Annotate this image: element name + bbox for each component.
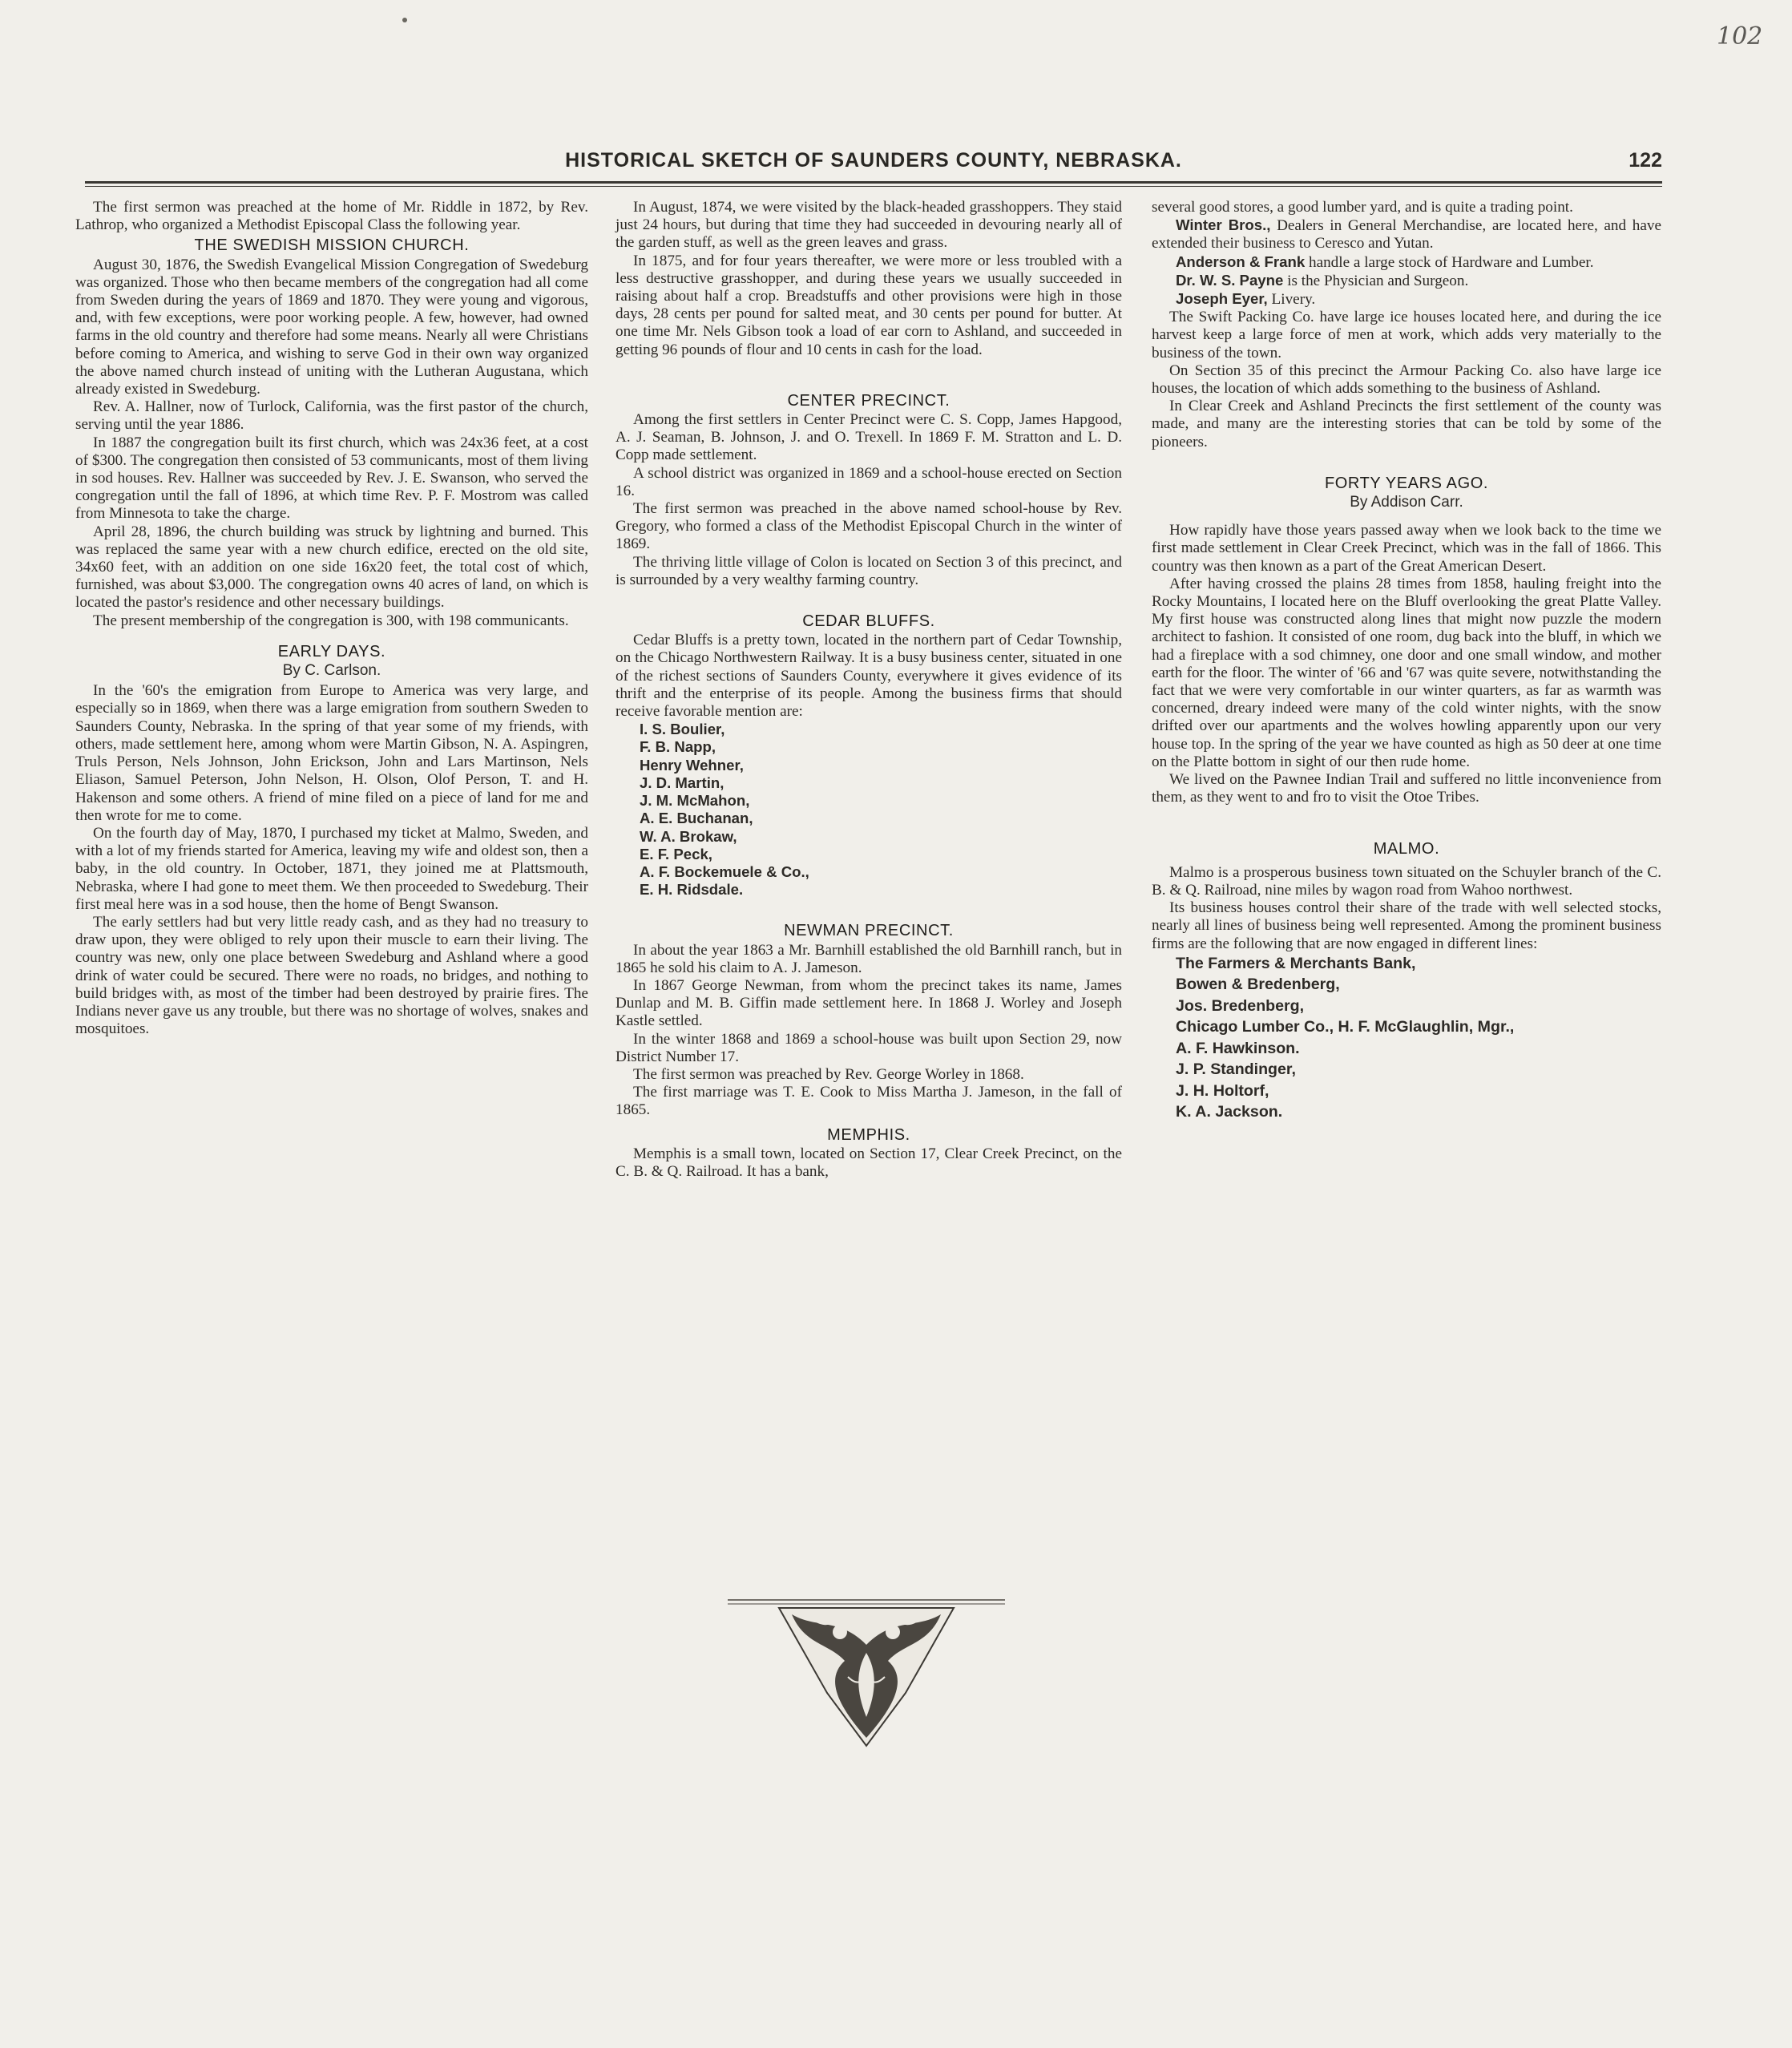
paragraph: The first sermon was preached at the home of Mr. Riddle in 1872, by Rev. Lathrop, who organized a Methodist Episcopal Class the following year.	[75, 199, 588, 234]
paragraph: The early settlers had but very little ready cash, and as they had no treasury to draw upon, they were obliged to rely upon their muscle to earn their living. The country was new, only one place between Swedeburg and Ashland where a good drink of water could be secured. There were no roads, no bridges, and nothing to build bridges with, as most of the timber had been destroyed by prairie fires. The Indians never gave us any trouble, but there was no shortage of wolves, snakes and mosquitoes.	[75, 913, 588, 1038]
column-3	[1152, 199, 1661, 1123]
paragraph: several good stores, a good lumber yard, and is quite a trading point.	[1152, 199, 1573, 216]
paragraph: We lived on the Pawnee Indian Trail and suffered no little inconvenience from them, as they went to and fro to visit the Otoe Tribes.	[1152, 771, 1661, 806]
byline: By Addison Carr.	[1350, 494, 1463, 511]
firm-list-item: J. H. Holtorf,	[1176, 1081, 1269, 1100]
spacer	[1152, 807, 1661, 838]
firm-list-item: E. H. Ridsdale.	[640, 881, 744, 899]
paragraph: April 28, 1896, the church building was struck by lightning and burned. This was replaced the same year with a new church edifice, erected on the old site, 34x60 feet, with an addition on one side 16x20 feet, the total cost of which, furnished, was about $3,000. The congregation owns 40 acres of land, on which is located the pastor's residence and other necessary buildings.	[75, 523, 588, 612]
paragraph: How rapidly have those years passed away when we look back to the time we first made settlement in Clear Creek Precinct, which was in the fall of 1866. This country was then known as a part of the Great American Desert.	[1152, 522, 1661, 575]
section-heading-swedish-mission: THE SWEDISH MISSION CHURCH.	[194, 236, 470, 255]
paragraph: A school district was organized in 1869 and a school-house erected on Section 16.	[615, 464, 1122, 499]
firm-list-item: Bowen & Bredenberg,	[1176, 976, 1340, 994]
firm-list-item: A. E. Buchanan,	[640, 810, 753, 827]
firm-list-item: A. F. Hawkinson.	[1176, 1039, 1300, 1057]
paragraph: Malmo is a prosperous business town situated on the Schuyler branch of the C. B. & Q. Railroad, nine miles by wagon road from Wahoo northwest.	[1152, 863, 1661, 899]
firm-name: Anderson & Frank	[1176, 252, 1306, 270]
firm-description: Dealers in General Merchandise, are located here, and have extended their business to Ceresco and Yutan.	[1152, 217, 1661, 252]
firm-list-item: J. M. McMahon,	[640, 792, 750, 810]
paragraph: On Section 35 of this precinct the Armour Packing Co. also have large ice houses, the location of which adds something to the business of Ashland.	[1152, 362, 1661, 398]
paragraph: In about the year 1863 a Mr. Barnhill established the old Barnhill ranch, but in 1865 he sold his claim to A. J. Jameson.	[615, 941, 1122, 976]
header-rule-thin	[85, 186, 1662, 187]
firm-list-item: A. F. Bockemuele & Co.,	[640, 862, 809, 880]
firm-description: handle a large stock of Hardware and Lumber.	[1305, 253, 1594, 271]
business-entry	[1152, 272, 1661, 290]
firm-list-item: W. A. Brokaw,	[640, 827, 737, 845]
paragraph: The thriving little village of Colon is located on Section 3 of this precinct, and is surrounded by a very wealthy farming country.	[615, 553, 1122, 588]
section-heading-memphis: MEMPHIS.	[827, 1125, 910, 1144]
spacer	[1152, 514, 1661, 522]
section-heading-forty-years-ago: FORTY YEARS AGO.	[1324, 474, 1489, 492]
business-entry	[1152, 290, 1661, 309]
paragraph: The first marriage was T. E. Cook to Miss Martha J. Jameson, in the fall of 1865.	[615, 1084, 1122, 1119]
paragraph: The Swift Packing Co. have large ice houses located here, and during the ice harvest keep a large force of men at work, which adds very materially to the business of the town.	[1152, 309, 1661, 362]
business-entry	[1152, 216, 1661, 252]
page-number: 122	[1629, 149, 1662, 172]
firm-list-item: J. P. Standinger,	[1176, 1060, 1296, 1079]
paragraph: Cedar Bluffs is a pretty town, located in the northern part of Cedar Township, on the Chicago Northwestern Railway. It is a busy business center, situated in one of the richest sections of Saunders County, everywhere it gives evidence of its thrift and the enterprise of its people. Among the business firms that should receive favorable mention are:	[615, 632, 1122, 721]
ink-speck	[402, 18, 407, 22]
firm-description: Livery.	[1267, 291, 1316, 309]
firm-list-item: Jos. Bredenberg,	[1176, 996, 1305, 1015]
paragraph: Rev. A. Hallner, now of Turlock, California, was the first pastor of the church, serving until the year 1886.	[75, 398, 588, 434]
paragraph: In Clear Creek and Ashland Precincts the first settlement of the county was made, and many are the interesting stories that can be told by some of the pioneers.	[1152, 398, 1661, 450]
column-1	[75, 199, 588, 1038]
spacer	[615, 899, 1122, 919]
page-title: HISTORICAL SKETCH OF SAUNDERS COUNTY, NEBRASKA.	[565, 149, 1182, 172]
column-2	[615, 199, 1122, 1181]
firm-list-item: E. F. Peck,	[640, 845, 712, 862]
paragraph: In 1867 George Newman, from whom the precinct takes its name, James Dunlap and M. B. Giffin made settlement here. In 1868 J. Worley and Joseph Kastle settled.	[615, 976, 1122, 1030]
paragraph: The first sermon was preached in the above named school-house by Rev. Gregory, who formed a class of the Methodist Episcopal Church in the winter of 1869.	[615, 500, 1122, 553]
firm-list-item: I. S. Boulier,	[640, 721, 725, 738]
page-header	[85, 149, 1662, 178]
paragraph: In August, 1874, we were visited by the black-headed grasshoppers. They staid just 24 hours, but during that time they had succeeded in devouring nearly all of the garden stuff, as well as the green leaves and grass.	[615, 199, 1122, 252]
paragraph: In the winter 1868 and 1869 a school-house was built upon Section 29, now District Number 17.	[615, 1030, 1122, 1065]
spacer	[615, 359, 1122, 390]
firm-list-item: J. D. Martin,	[640, 774, 724, 791]
section-heading-early-days: EARLY DAYS.	[277, 642, 386, 660]
firm-list-item: The Farmers & Merchants Bank,	[1176, 954, 1416, 972]
firm-name: Joseph Eyer,	[1176, 290, 1268, 308]
paragraph: In 1875, and for four years thereafter, we were more or less troubled with a less destructive grasshopper, and during these years we usually succeeded in raising about half a crop. Breadstuffs and other provisions were high in those days, 28 cents per pound for salted meat, and 30 cents per pound for butter. At one time Mr. Nels Gibson took a load of ear corn to Ashland, and succeeded in getting 96 pounds of flour and 10 cents in cash for the load.	[615, 252, 1122, 358]
section-heading-center-precinct: CENTER PRECINCT.	[787, 391, 950, 410]
section-heading-malmo: MALMO.	[1373, 839, 1440, 858]
paragraph: After having crossed the plains 28 times from 1858, hauling freight into the Rocky Mountains, I located here on the Bluff overlooking the great Platte Valley. My first house was constructed along lines that might now puzzle the modern architect to fashion. It consisted of one room, dug back into the bluff, in which we had a fireplace with a sod chimney, one door and one small window, and mother earth for the floor. The winter of '66 and '67 was quite severe, notwithstanding the fact that we were very comfortable in our winter quarters, as far as warmth was concerned, dreary indeed were many of the cold winter nights, with the snow drifted over our apartments and the wolves howling apparently upon our very house top. In the spring of the year we have counted as high as 50 deer at one time on the Platte bottom in sight of our then rude home.	[1152, 575, 1661, 770]
paragraph: August 30, 1876, the Swedish Evangelical Mission Congregation of Swedeburg was organized. Those who then became members of the congregation had all come from Sweden during the years of 1869 and 1870. They were young and vigorous, and, with few exceptions, were poor working people. A few, however, had owned farms in the old country and therefore had some means. Nearly all were Christians before coming to America, and wishing to serve God in their own way organized the above named church instead of uniting with the Lutheran Augustana, which already existed in Swedeburg.	[75, 256, 588, 398]
paragraph: In the '60's the emigration from Europe to America was very large, and especially so in 1869, when there was a large emigration from southern Sweden to Saunders County, Nebraska. In the spring of that year some of my friends, with others, made settlement here, among whom were Martin Gibson, N. A. Aspingren, Truls Person, Nels Johnson, John Erickson, John and Lars Martinson, Nels Eliason, Samuel Peterson, John Nelson, H. Olson, Olof Person, T. and H. Hakenson and some others. A friend of mine filed on a piece of land for me and then wrote for me to come.	[75, 682, 588, 824]
byline: By C. Carlson.	[282, 662, 381, 680]
firm-list-item: F. B. Napp,	[640, 738, 716, 756]
section-heading-cedar-bluffs: CEDAR BLUFFS.	[802, 612, 935, 631]
paragraph: Memphis is a small town, located on Section 17, Clear Creek Precinct, on the C. B. & Q. Railroad. It has a bank,	[615, 1145, 1122, 1180]
paragraph: The first sermon was preached by Rev. George Worley in 1868.	[633, 1065, 1024, 1083]
paragraph: Its business houses control their share of the trade with well selected stocks, nearly all lines of business being well represented. Among the prominent business firms are the following that are now engaged in different lines:	[1152, 899, 1661, 952]
business-entry	[1152, 253, 1661, 272]
firm-list-item: K. A. Jackson.	[1176, 1103, 1283, 1121]
decorative-ornament-icon	[728, 1597, 1005, 1749]
paragraph: The present membership of the congregation is 300, with 198 communicants.	[93, 612, 569, 629]
paragraph: Among the first settlers in Center Precinct were C. S. Copp, James Hapgood, A. J. Seaman, B. Johnson, J. and O. Trexell. In 1869 F. M. Stratton and L. D. Copp made settlement.	[615, 411, 1122, 464]
section-heading-newman-precinct: NEWMAN PRECINCT.	[784, 922, 954, 940]
firm-description: is the Physician and Surgeon.	[1283, 272, 1469, 289]
malmo-firm-list	[1176, 953, 1661, 1123]
paragraph: In 1887 the congregation built its first church, which was 24x36 feet, at a cost of $300. The congregation then consisted of 53 communicants, most of them living in sod houses. Rev. Hallner was succeeded by Rev. J. E. Swanson, who served the congregation until the fall of 1896, at which time Rev. P. F. Mostrom was called from Minnesota to take the charge.	[75, 434, 588, 523]
spacer	[1152, 451, 1661, 472]
cedar-bluffs-firm-list	[640, 721, 1122, 899]
spacer	[615, 589, 1122, 610]
firm-name: Winter Bros.,	[1176, 216, 1271, 234]
firm-list-item: Henry Wehner,	[640, 756, 744, 774]
paragraph: On the fourth day of May, 1870, I purchased my ticket at Malmo, Sweden, and with a lot of my friends started for America, leaving my wife and oldest son, then a baby, in the old country. In October, 1871, they joined me at Plattsmouth, Nebraska, where I had gone to meet them. We then proceeded to Swedeburg. Their first meal here was in a sod house, then the home of Bengt Swanson.	[75, 824, 588, 913]
header-rule-thick	[85, 181, 1662, 184]
firm-list-item: Chicago Lumber Co., H. F. McGlaughlin, Mgr.,	[1176, 1018, 1515, 1036]
firm-name: Dr. W. S. Payne	[1176, 271, 1284, 289]
handwritten-page-number: 102	[1717, 22, 1763, 50]
